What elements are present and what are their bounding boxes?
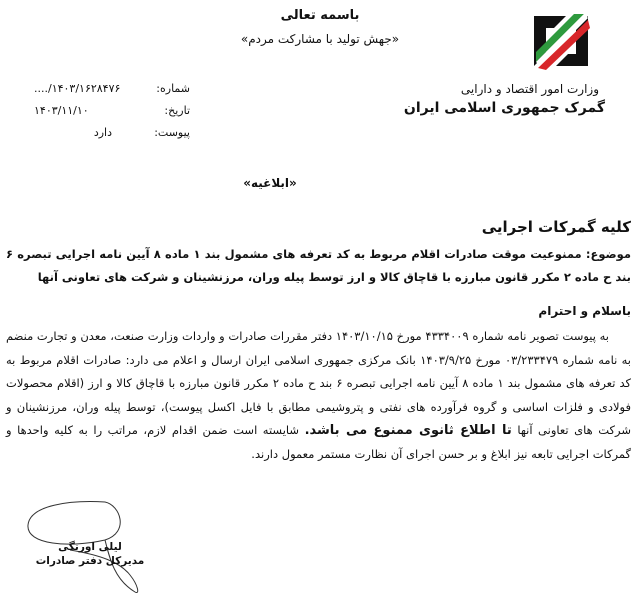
meta-number-row (30, 82, 190, 104)
number-value: ..../۱۴۰۳/۱۶۲۸۴۷۶ (34, 82, 121, 95)
greeting: باسلام و احترام (538, 304, 631, 318)
date-value: ۱۴۰۳/۱۱/۱۰ (34, 104, 89, 117)
date-label: تاریخ: (164, 104, 190, 117)
recipient: کلیه گمرکات اجرایی (481, 218, 631, 236)
attachment-value: دارد (93, 126, 112, 139)
body-part-2: شایسته است ضمن اقدام لازم، مراتب را به کلیه واحدها و گمرکات اجرایی تابعه نیز ابلاغ و بر حسن اجرای آن نظارت مستمر معمول دارند. (6, 423, 631, 461)
signatory-title: مدیرکل دفتر صادرات (35, 555, 145, 567)
year-slogan: «جهش تولید با مشارکت مردم» (240, 32, 400, 46)
letter-body (6, 325, 631, 466)
notification-title: «ابلاغیه» (243, 176, 297, 190)
meta-date-row (30, 104, 190, 126)
attachment-label: پیوست: (154, 126, 190, 139)
letter-meta (30, 82, 190, 148)
signature-block (20, 540, 160, 568)
ministry-name: وزارت امور اقتصاد و دارایی (460, 82, 599, 96)
number-label: شماره: (156, 82, 190, 95)
meta-attachment-row (30, 126, 190, 148)
bismillah-heading: باسمه تعالی (280, 8, 360, 23)
body-part-1: به پیوست تصویر نامه شماره ۴۳۳۴۰۰۹ مورخ ۱۴۰۳/۱۰/۱۵ دفتر مقررات صادرات و واردات وزارت صنعت، معدن و تجارت منضم به نامه شماره ۰۳/۲۳۳۴۷۹ مورخ ۱۴۰۳/۹/۲۵ بانک مرکزی جمهوری اسلامی ایران ارسال و اعلام می دارد: صادرات اقلام مربوط به کد تعرفه های مشمول بند ۱ ماده ۸ آیین نامه اجرایی تبصره ۶ بند ح ماده ۲ مکرر قانون مبارزه با قاچاق کالا و ارز (اقلام محصولات فولادی و فلزات اساسی و گروه فرآورده های نفتی و پتروشیمی مطابق با فایل اکسل پیوست)، توسط پیله وران، مرزنشینان و شرکت های تعاونی آنها (6, 329, 632, 437)
body-emphasis: تا اطلاع ثانوی ممنوع می باشد. (304, 423, 512, 438)
iran-customs-logo-icon (526, 6, 596, 76)
signatory-name: لیلی اورنگی (58, 541, 122, 553)
subject: موضوع: ممنوعیت موقت صادرات اقلام مربوط به کد تعرفه های مشمول بند ۱ ماده ۸ آیین نامه اجرایی تبصره ۶ بند ح ماده ۲ مکرر قانون مبارزه با قاچاق کالا و ارز توسط پیله وران، مرزنشینان و شرکت های تعاونی آنها (6, 247, 631, 284)
customs-name: گمرک جمهوری اسلامی ایران (403, 100, 605, 116)
